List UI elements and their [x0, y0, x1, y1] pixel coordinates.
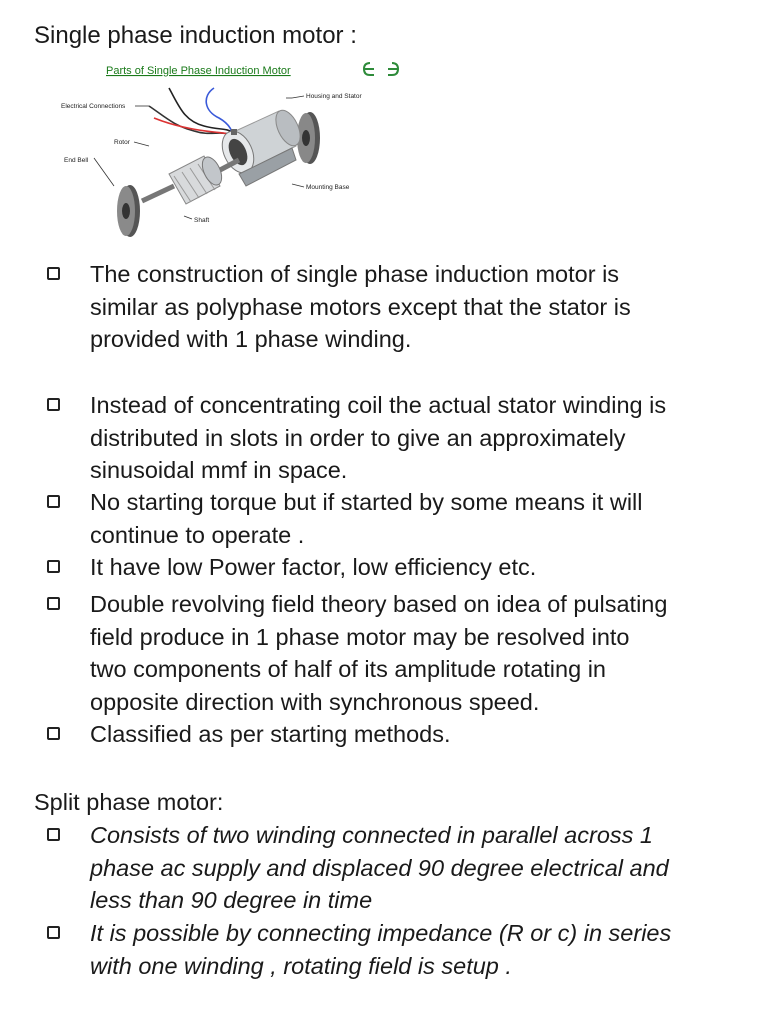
- gfg-logo: [364, 63, 398, 75]
- label-rotor: Rotor: [114, 139, 130, 146]
- label-mounting-base: Mounting Base: [306, 184, 350, 191]
- shaft: [142, 186, 174, 201]
- rotor: [169, 154, 226, 204]
- wire-blue: [206, 88, 232, 132]
- motor-diagram-svg: [34, 56, 400, 248]
- checkbox-icon: [47, 828, 60, 841]
- label-electrical-connections: Electrical Connections: [61, 103, 126, 110]
- checkbox-icon: [47, 597, 60, 610]
- figure-caption: Parts of Single Phase Induction Motor: [106, 65, 291, 77]
- checkbox-icon: [47, 267, 60, 280]
- page-title: Single phase induction motor :: [34, 22, 357, 49]
- checkbox-icon: [47, 495, 60, 508]
- end-bell-left: [117, 185, 140, 237]
- label-end-bell: End Bell: [64, 157, 89, 164]
- section-heading-split-phase: Split phase motor:: [34, 789, 224, 815]
- label-shaft: Shaft: [194, 217, 210, 224]
- checkbox-icon: [47, 727, 60, 740]
- label-housing-stator: Housing and Stator: [306, 93, 362, 100]
- checkbox-icon: [47, 398, 60, 411]
- checkbox-icon: [47, 926, 60, 939]
- motor-diagram: [34, 56, 400, 248]
- checkbox-icon: [47, 560, 60, 573]
